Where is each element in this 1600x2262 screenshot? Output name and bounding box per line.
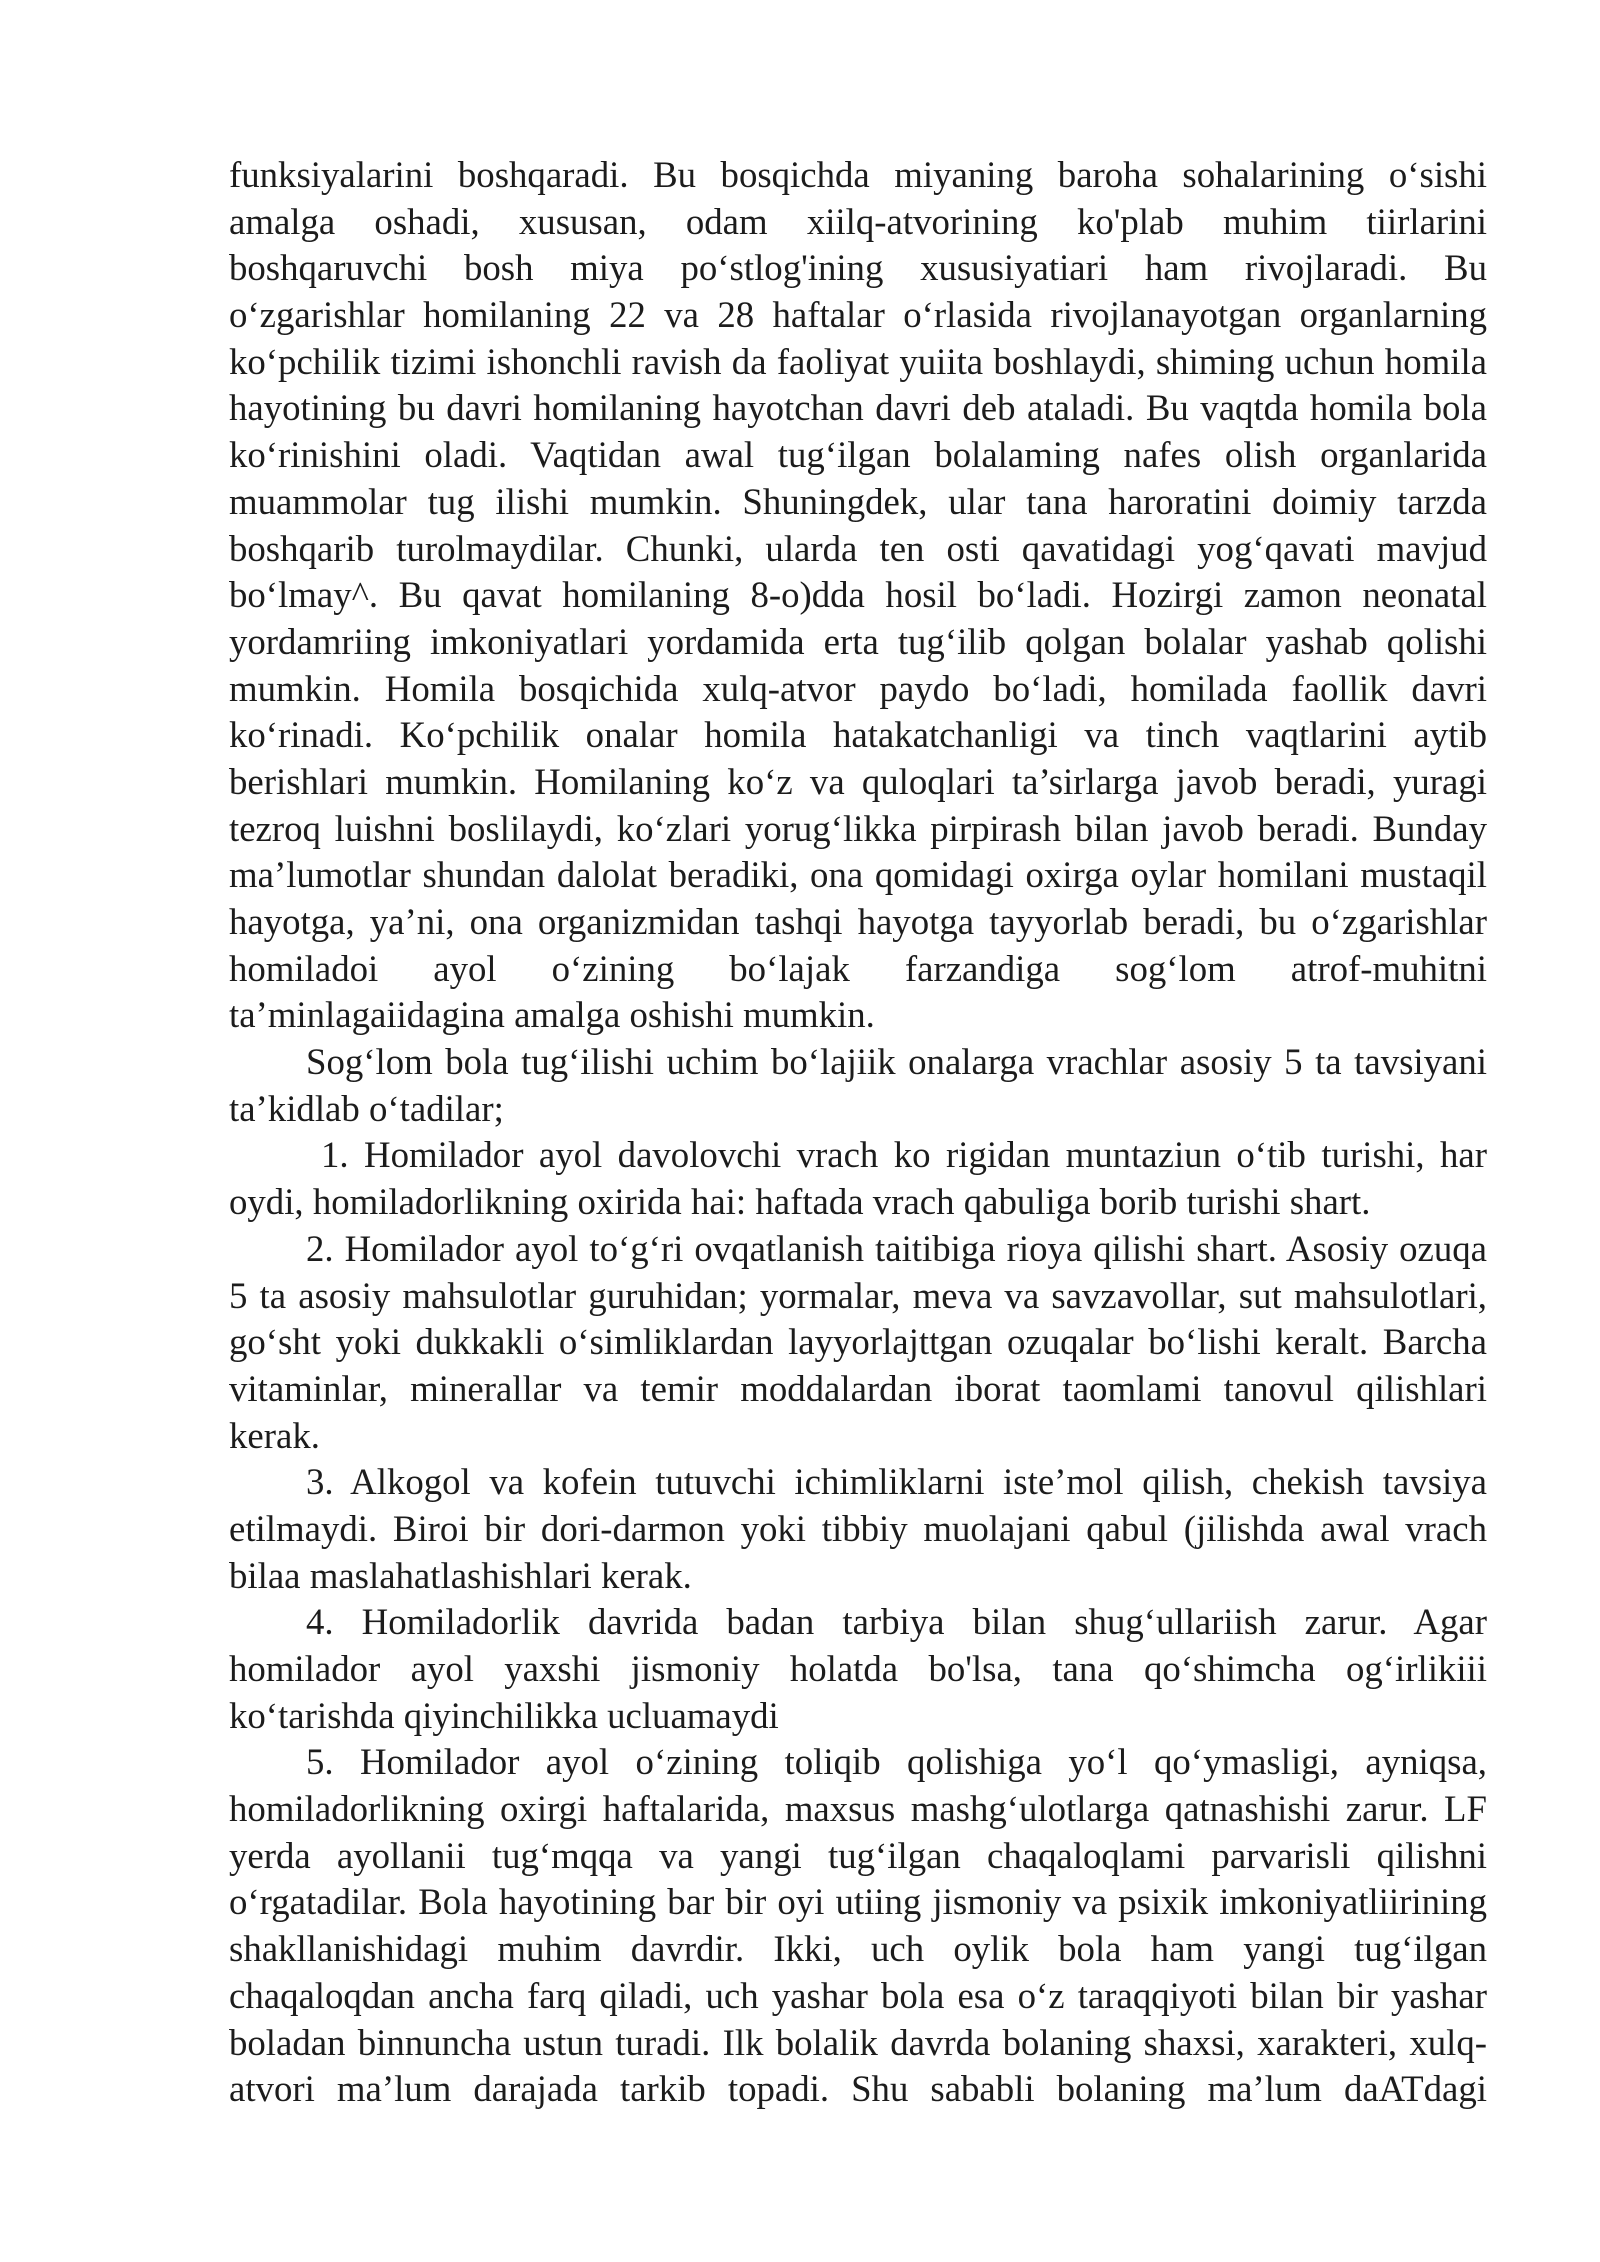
text-line: berishlari mumkin. Homilaning ko‘z va quloqlari ta’sirlarga javob beradi, yuragi [229,760,1487,802]
text-line: bo‘lmay^. Bu qavat homilaning 8-o)dda hosil bo‘ladi. Hozirgi zamon neonatal [229,574,1487,616]
text-line: ta’minlagaiidagina amalga oshishi mumkin. [229,994,875,1036]
text-line: o‘zgarishlar homilaning 22 va 28 haftalar o‘rlasida rivojlanayotgan organlarning [229,294,1487,336]
text-line: mumkin. Homila bosqichida xulq-atvor paydo bo‘ladi, homilada faollik davri [229,667,1487,709]
text-line: 2. Homilador ayol to‘g‘ri ovqatlanish taitibiga rioya qilishi shart. Asosiy ozuqa [306,1227,1487,1269]
text-line: ko‘rinadi. Ko‘pchilik onalar homila hatakatchanligi va tinch vaqtlarini aytib [229,714,1487,756]
text-line: vitaminlar, minerallar va temir moddalardan iborat taomlami tanovul qilishlari [229,1367,1487,1409]
text-line: 4. Homiladorlik davrida badan tarbiya bilan shug‘ullariish zarur. Agar [306,1601,1487,1643]
text-line: kerak. [229,1414,320,1456]
text-line: hayotga, ya’ni, ona organizmidan tashqi hayotga tayyorlab beradi, bu o‘zgarishlar [229,901,1487,942]
body-text [229,152,1487,2113]
text-line: amalga oshadi, xususan, odam xiilq-atvorining ko'plab muhim tiirlarini [229,200,1487,242]
paragraph-intro-recommendations [229,1039,1487,1132]
list-item-2 [229,1226,1487,1459]
text-line: muammolar tug ilishi mumkin. Shuningdek, ular tana haroratini doimiy tarzda [229,480,1487,522]
text-line: Sog‘lom bola tug‘ilishi uchim bo‘lajiik onalarga vrachlar asosiy 5 ta tavsiyani [306,1041,1487,1083]
text-line: tezroq luishni boslilaydi, ko‘zlari yorug‘likka pirpirash bilan javob beradi. Bunday [229,807,1487,849]
text-line: shakllanishidagi muhim davrdir. Ikki, uch oylik bola ham yangi tug‘ilgan [229,1928,1487,1970]
text-line: 3. Alkogol va kofein tutuvchi ichimliklarni iste’mol qilish, chekish tavsiya [306,1461,1487,1503]
text-line: ko‘pchilik tizimi ishonchli ravish da faoliyat yuiita boshlaydi, shiming uchun homila [229,340,1487,382]
list-item-3 [229,1459,1487,1599]
list-item-1 [229,1132,1487,1225]
text-line: funksiyalarini boshqaradi. Bu bosqichda miyaning baroha sohalarining o‘sishi [229,154,1487,195]
text-line: o‘rgatadilar. Bola hayotining bar bir oyi utiing jismoniy va psixik imkoniyatliirining [229,1881,1487,1923]
text-line: etilmaydi. Biroi bir dori-darmon yoki tibbiy muolajani qabul (jilishda awal vrach [229,1507,1487,1549]
paragraph-continuation [229,152,1487,1039]
text-line: hayotining bu davri homilaning hayotchan davri deb ataladi. Bu vaqtda homila bola [229,387,1487,429]
text-line: ko‘tarishda qiyinchilikka ucluamaydi [229,1694,779,1736]
text-line: ko‘rinishini oladi. Vaqtidan awal tug‘ilgan bolalaming nafes olish organlarida [229,434,1487,476]
list-item-5 [229,1739,1487,2113]
text-line: homiladorlikning oxirgi haftalarida, maxsus mashg‘ulotlarga qatnashishi zarur. LF [229,1788,1487,1830]
text-line: ta’kidlab o‘tadilar; [229,1087,504,1129]
text-line: yerda ayollanii tug‘mqqa va yangi tug‘ilgan chaqaloqlami parvarisli qilishni [229,1834,1487,1876]
text-line: boshqaruvchi bosh miya po‘stlog'ining xususiyatiari ham rivojlaradi. Bu [229,247,1487,289]
text-line: boshqarib turolmaydilar. Chunki, ularda ten osti qavatidagi yog‘qavati mavjud [229,527,1487,569]
text-line: homilador ayol yaxshi jismoniy holatda bo'lsa, tana qo‘shimcha og‘irlikiii [229,1648,1487,1689]
text-line: oydi, homiladorlikning oxirida hai: haftada vrach qabuliga borib turishi shart. [229,1181,1371,1223]
text-line: homiladoi ayol o‘zining bo‘lajak farzandiga sog‘lom atrof-muhitni [229,947,1487,989]
text-line: chaqaloqdan ancha farq qiladi, uch yashar bola esa o‘z taraqqiyoti bilan bir yashar [229,1974,1487,2016]
text-line: yordamriing imkoniyatlari yordamida erta tug‘ilib qolgan bolalar yashab qolishi [229,620,1487,662]
text-line: go‘sht yoki dukkakli o‘simliklardan layyorlajttgan ozuqalar bo‘lishi keralt. Barcha [229,1321,1487,1363]
text-line: 1. Homilador ayol davolovchi vrach ko rigidan muntaziun o‘tib turishi, har [321,1134,1487,1176]
text-line: bilaa maslahatlashishlari kerak. [229,1554,692,1596]
text-line: atvori ma’lum darajada tarkib topadi. Shu sababli bolaning ma’lum daATdagi [229,2068,1487,2110]
text-line: 5. Homilador ayol o‘zining toliqib qolishiga yo‘l qo‘ymasligi, ayniqsa, [306,1741,1487,1783]
text-line: 5 ta asosiy mahsulotlar guruhidan; yormalar, meva va savzavollar, sut mahsulotlari, [229,1274,1487,1316]
text-line: ma’lumotlar shundan dalolat beradiki, ona qomidagi oxirga oylar homilani mustaqil [229,854,1487,896]
list-item-4 [229,1599,1487,1739]
text-line: boladan binnuncha ustun turadi. Ilk bolalik davrda bolaning shaxsi, xarakteri, xulq- [229,2021,1487,2063]
